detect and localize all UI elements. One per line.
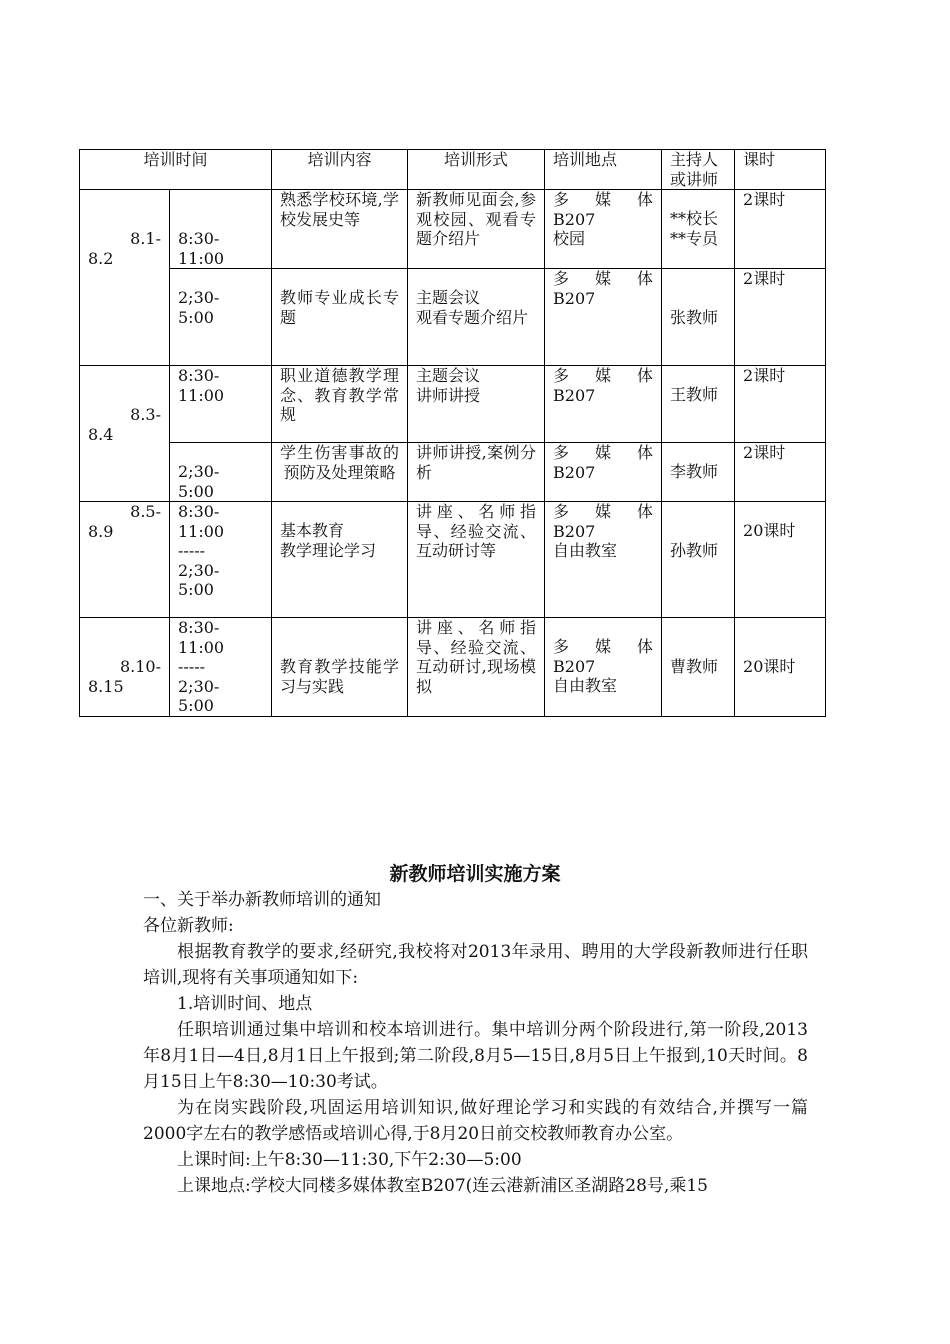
form-cell: 新教师见面会,参观校园、观看专题介绍片 — [408, 190, 545, 269]
time-cell: 2;30- 5:00 — [170, 269, 272, 366]
header-hours: 课时 — [735, 150, 826, 190]
place-cell: 多媒体 B207 校园 — [545, 190, 662, 269]
table-header-row — [80, 150, 826, 190]
paragraph-3: 为在岗实践阶段,巩固运用培训知识,做好理论学习和实践的有效结合,并撰写一篇2000字左右的教学感悟或培训心得,于8月20日前交校教师教育办公室。 — [143, 1098, 808, 1144]
hours-cell: 2课时 — [735, 269, 826, 366]
place-cell: 多媒体 B207 — [545, 269, 662, 366]
hours-cell: 2课时 — [735, 443, 826, 502]
place-cell: 多媒体 B207 — [545, 366, 662, 443]
class-location: 上课地点:学校大同楼多媒体教室B207(连云港新浦区圣湖路28号,乘15 — [177, 1176, 708, 1196]
content-cell: 职业道德教学理念、教育教学常规 — [272, 366, 408, 443]
date-cell: 8.10- 8.15 — [80, 618, 170, 717]
date-cell: 8.5- 8.9 — [80, 502, 170, 618]
hours-cell: 2课时 — [735, 366, 826, 443]
date-cell: 8.3- 8.4 — [80, 366, 170, 502]
date-cell: 8.1- 8.2 — [80, 190, 170, 366]
host-cell: 王教师 — [662, 366, 735, 443]
form-cell: 讲师讲授,案例分析 — [408, 443, 545, 502]
time-cell: 8:30- 11:00 — [170, 366, 272, 443]
header-place: 培训地点 — [545, 150, 662, 190]
paragraph-1: 根据教育教学的要求,经研究,我校将对2013年录用、聘用的大学段新教师进行任职培训,现将有关事项通知如下: — [143, 942, 808, 988]
time-cell: 8:30- 11:00 ----- 2;30- 5:00 — [170, 502, 272, 618]
host-cell: 孙教师 — [662, 502, 735, 618]
content-cell: 教师专业成长专题 — [272, 269, 408, 366]
document-title: 新教师培训实施方案 — [389, 863, 561, 885]
content-cell: 学生伤害事故的预防及处理策略 — [272, 443, 408, 502]
header-time: 培训时间 — [80, 150, 272, 190]
host-cell: **校长 **专员 — [662, 190, 735, 269]
content-cell: 熟悉学校环境,学校发展史等 — [272, 190, 408, 269]
form-cell: 讲座、名师指导、经验交流、互动研讨,现场模拟 — [408, 618, 545, 717]
place-cell: 多媒体 B207 自由教室 — [545, 618, 662, 717]
paragraph-2: 任职培训通过集中培训和校本培训进行。集中培训分两个阶段进行,第一阶段,2013年8月1日—4日,8月1日上午报到;第二阶段,8月5—15日,8月5日上午报到,10天时间。8月15日上午8:30—10:30考试。 — [143, 1020, 808, 1092]
hours-cell: 20课时 — [735, 618, 826, 717]
table-row — [80, 502, 826, 618]
hours-cell: 20课时 — [735, 502, 826, 618]
table-row — [80, 269, 826, 366]
host-cell: 张教师 — [662, 269, 735, 366]
host-cell: 李教师 — [662, 443, 735, 502]
form-cell: 讲座、名师指导、经验交流、互动研讨等 — [408, 502, 545, 618]
time-cell: 2;30- 5:00 — [170, 443, 272, 502]
section-heading: 一、关于举办新教师培训的通知 — [143, 890, 381, 910]
time-cell: 8:30- 11:00 ----- 2;30- 5:00 — [170, 618, 272, 717]
greeting: 各位新教师: — [143, 916, 234, 936]
table-row — [80, 366, 826, 443]
time-cell: 8:30- 11:00 — [170, 190, 272, 269]
content-cell: 基本教育 教学理论学习 — [272, 502, 408, 618]
table-row — [80, 190, 826, 269]
hours-cell: 2课时 — [735, 190, 826, 269]
header-host: 主持人 或讲师 — [662, 150, 735, 190]
place-cell: 多媒体 B207 — [545, 443, 662, 502]
item-heading: 1.培训时间、地点 — [177, 994, 313, 1014]
form-cell: 主题会议 讲师讲授 — [408, 366, 545, 443]
place-cell: 多媒体 B207 自由教室 — [545, 502, 662, 618]
header-form: 培训形式 — [408, 150, 545, 190]
header-content: 培训内容 — [272, 150, 408, 190]
form-cell: 主题会议 观看专题介绍片 — [408, 269, 545, 366]
content-cell: 教育教学技能学习与实践 — [272, 618, 408, 717]
table-row — [80, 443, 826, 502]
class-time: 上课时间:上午8:30—11:30,下午2:30—5:00 — [177, 1150, 522, 1170]
table-row — [80, 618, 826, 717]
training-schedule-table — [79, 149, 826, 717]
document-body — [143, 887, 808, 1199]
host-cell: 曹教师 — [662, 618, 735, 717]
